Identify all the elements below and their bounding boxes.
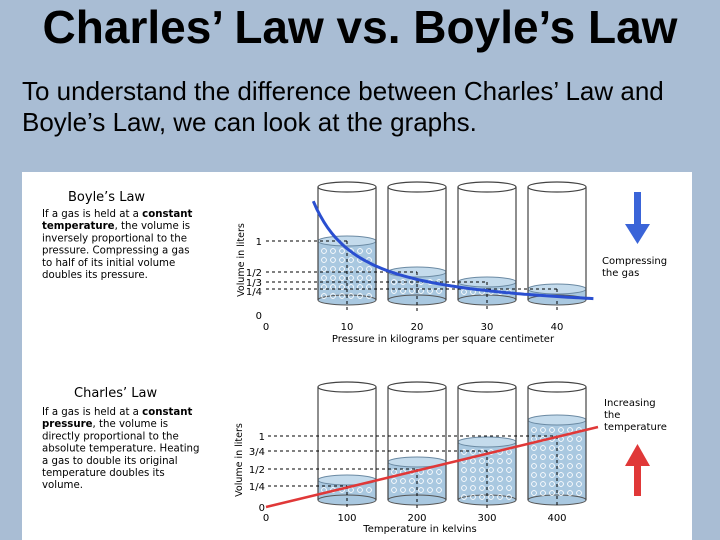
charles-x-axis-label: Temperature in kelvins bbox=[363, 524, 477, 535]
boyle-y-axis-label: Volume in liters bbox=[236, 223, 247, 297]
charles-x-tick: 300 bbox=[477, 513, 497, 524]
boyle-description-line: inversely proportional to the bbox=[42, 233, 188, 245]
charles-description-line: a gas to double its original bbox=[42, 455, 178, 467]
charles-x-tick: 200 bbox=[407, 513, 427, 524]
slide-title: Charles’ Law vs. Boyle’s Law bbox=[42, 1, 678, 53]
boyle-y-tick: 1/2 bbox=[245, 268, 262, 279]
charles-y-axis-label: Volume in liters bbox=[234, 423, 245, 497]
boyle-x-tick: 40 bbox=[550, 322, 564, 333]
charles-description-line: absolute temperature. Heating bbox=[42, 443, 200, 455]
charles-description-line: directly proportional to the bbox=[42, 431, 179, 443]
charles-y-tick: 1 bbox=[258, 432, 265, 443]
charles-description-line: If a gas is held at a constant bbox=[42, 407, 193, 418]
charles-y-tick: 1/4 bbox=[248, 482, 265, 493]
charles-x-tick: 100 bbox=[337, 513, 357, 524]
charles-arrow-label-line: Increasing bbox=[604, 398, 656, 409]
gas-laws-figure bbox=[22, 172, 692, 540]
boyle-description-line: doubles its pressure. bbox=[42, 270, 148, 281]
charles-heading: Charles’ Law bbox=[74, 386, 158, 401]
boyle-description-line: pressure. Compressing a gas bbox=[42, 245, 190, 257]
boyle-x-axis-label: Pressure in kilograms per square centimeter bbox=[331, 334, 555, 345]
boyle-arrow-label-line: Compressing bbox=[602, 256, 668, 267]
charles-description-line: pressure, the volume is bbox=[42, 419, 169, 431]
charles-description-line: volume. bbox=[42, 480, 83, 492]
charles-arrow-label-line: temperature bbox=[604, 422, 667, 433]
charles-x-tick: 0 bbox=[262, 513, 270, 524]
charles-description-line: temperature doubles its bbox=[42, 468, 165, 479]
boyle-y-tick: 1 bbox=[255, 237, 262, 248]
charles-y-tick: 3/4 bbox=[248, 447, 265, 458]
boyle-x-tick: 10 bbox=[340, 322, 354, 333]
boyle-x-tick: 0 bbox=[262, 322, 270, 333]
boyle-x-tick: 20 bbox=[410, 322, 424, 333]
slide-body-text: To understand the difference between Charles’ Law and Boyle’s Law, we can look at the graphs. bbox=[22, 76, 664, 137]
charles-y-tick: 0 bbox=[258, 503, 265, 514]
boyle-description-line: temperature, the volume is bbox=[42, 221, 191, 233]
boyle-description-line: to half of its initial volume bbox=[42, 257, 176, 269]
charles-y-tick: 1/2 bbox=[248, 465, 265, 476]
charles-arrow-label-line: the bbox=[604, 410, 621, 421]
boyle-y-tick: 1/3 bbox=[245, 278, 262, 289]
charles-x-tick: 400 bbox=[547, 513, 567, 524]
boyle-x-tick: 30 bbox=[480, 322, 494, 333]
boyle-description-line: If a gas is held at a constant bbox=[42, 209, 193, 220]
boyle-y-tick: 1/4 bbox=[245, 287, 262, 298]
boyle-heading: Boyle’s Law bbox=[68, 190, 146, 205]
boyle-y-tick: 0 bbox=[255, 311, 262, 322]
boyle-arrow-label-line: the gas bbox=[602, 268, 640, 279]
